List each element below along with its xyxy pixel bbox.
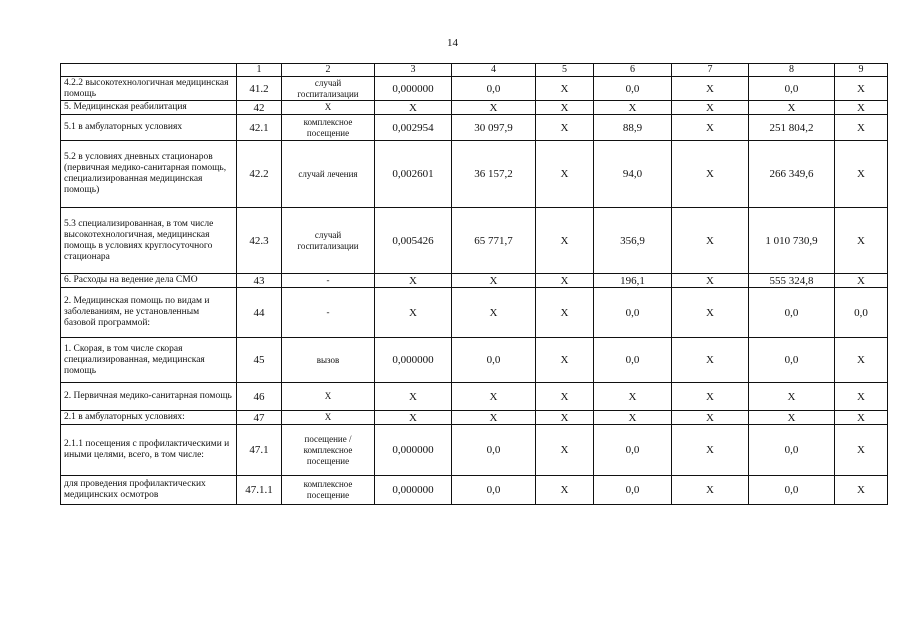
table-cell: Х [536,115,594,141]
table-cell: Х [835,208,888,274]
table-cell: случай лечения [282,141,375,208]
table-cell: 2. Первичная медико-санитарная помощь [61,383,237,411]
table-cell: Х [452,101,536,115]
table-cell: 42.2 [237,141,282,208]
table-cell: случай госпитализации [282,208,375,274]
table-cell: Х [594,383,672,411]
table-cell: 41.2 [237,77,282,101]
table-cell: Х [536,141,594,208]
header-cell: 1 [237,64,282,77]
table-cell: 0,0 [835,288,888,338]
table-cell: Х [672,338,749,383]
table-cell: 43 [237,274,282,288]
table-cell: 0,0 [594,476,672,505]
table-row [61,208,888,274]
table-cell: Х [835,411,888,425]
table-cell: Х [536,101,594,115]
table-cell: Х [536,425,594,476]
table-row [61,274,888,288]
table-cell: 0,0 [594,288,672,338]
table-cell: 0,0 [749,77,835,101]
table-cell: 36 157,2 [452,141,536,208]
page-number: 14 [447,37,458,49]
table-cell: Х [375,411,452,425]
table-cell: 47.1.1 [237,476,282,505]
header-cell [61,64,237,77]
table-cell: Х [375,274,452,288]
table-cell: 5.3 специализированная, в том числе высокотехнологичная, медицинская помощь в условиях круглосуточного стационара [61,208,237,274]
table-cell: комплексное посещение [282,115,375,141]
table-cell: Х [452,411,536,425]
table-cell: Х [536,208,594,274]
header-cell: 3 [375,64,452,77]
table-cell: 0,0 [452,425,536,476]
table-cell: Х [672,208,749,274]
table-cell: 251 804,2 [749,115,835,141]
table-cell: 0,000000 [375,425,452,476]
table-cell: Х [536,274,594,288]
table-cell: 0,0 [594,77,672,101]
table-cell: Х [536,338,594,383]
table-cell: Х [672,425,749,476]
table-cell: 47 [237,411,282,425]
table-cell: 0,000000 [375,77,452,101]
table-cell: Х [672,101,749,115]
table-cell: 0,0 [749,425,835,476]
table-cell: 42 [237,101,282,115]
table-cell: Х [672,274,749,288]
table-cell: 0,002954 [375,115,452,141]
table-cell: 4.2.2 высокотехнологичная медицинская помощь [61,77,237,101]
table-row [61,77,888,101]
table-cell: - [282,288,375,338]
table-cell: Х [835,338,888,383]
header-cell: 2 [282,64,375,77]
table-cell: Х [536,77,594,101]
table-cell: Х [835,383,888,411]
table-cell: комплексное посещение [282,476,375,505]
table-cell: 1. Скорая, в том числе скорая специализированная, медицинская помощь [61,338,237,383]
table-row [61,338,888,383]
table-cell: Х [375,101,452,115]
table-cell: посещение / комплексное посещение [282,425,375,476]
table-cell: 47.1 [237,425,282,476]
table-cell: Х [835,476,888,505]
table-cell: 44 [237,288,282,338]
data-table [60,63,888,505]
table-cell: Х [749,411,835,425]
table-cell: Х [835,141,888,208]
table-cell: Х [282,383,375,411]
table-cell: Х [452,274,536,288]
table-cell: Х [282,101,375,115]
table-cell: 1 010 730,9 [749,208,835,274]
header-cell: 4 [452,64,536,77]
table-cell: 2. Медицинская помощь по видам и заболеваниям, не установленным базовой программой: [61,288,237,338]
table-cell: Х [749,383,835,411]
table-cell: вызов [282,338,375,383]
table-cell: - [282,274,375,288]
table-cell: 5.1 в амбулаторных условиях [61,115,237,141]
table-cell: 88,9 [594,115,672,141]
table-row [61,115,888,141]
table-cell: 42.1 [237,115,282,141]
table-cell: 0,0 [594,338,672,383]
table-cell: Х [536,288,594,338]
table-cell: Х [672,383,749,411]
table-cell: 0,0 [452,77,536,101]
table-cell: Х [672,288,749,338]
table-cell: Х [452,383,536,411]
table-cell: 0,0 [452,338,536,383]
table-cell: 42.3 [237,208,282,274]
table-cell: Х [672,115,749,141]
table-cell: Х [282,411,375,425]
table-cell: 555 324,8 [749,274,835,288]
table-cell: 0,0 [749,288,835,338]
table-cell: Х [672,141,749,208]
table-cell: Х [375,383,452,411]
table-cell: Х [536,411,594,425]
header-cell: 6 [594,64,672,77]
header-cell: 7 [672,64,749,77]
table-cell: 5.2 в условиях дневных стационаров (первичная медико-санитарная помощь, специализированная медицинская помощь) [61,141,237,208]
table-cell: 0,000000 [375,338,452,383]
table-cell: Х [835,77,888,101]
table-cell: 2.1.1 посещения с профилактическими и иными целями, всего, в том числе: [61,425,237,476]
table-cell: Х [672,77,749,101]
table-cell: Х [452,288,536,338]
table-cell: Х [594,101,672,115]
table-row [61,476,888,505]
table-cell: Х [536,383,594,411]
table-row [61,411,888,425]
table-row [61,141,888,208]
table-cell: 0,0 [594,425,672,476]
table-row [61,383,888,411]
table-row [61,425,888,476]
table-cell: 0,005426 [375,208,452,274]
table-cell: Х [835,115,888,141]
table-cell: 0,0 [749,338,835,383]
table-row [61,101,888,115]
table-cell: Х [672,411,749,425]
table-cell: 65 771,7 [452,208,536,274]
table-cell: 46 [237,383,282,411]
table-cell: 94,0 [594,141,672,208]
table-cell: Х [375,288,452,338]
table-cell: 0,0 [452,476,536,505]
table-cell: 5. Медицинская реабилитация [61,101,237,115]
table-cell: 0,0 [749,476,835,505]
table-row [61,288,888,338]
table-cell: 196,1 [594,274,672,288]
table-cell: Х [835,274,888,288]
table-cell: для проведения профилактических медицинских осмотров [61,476,237,505]
header-cell: 9 [835,64,888,77]
table-cell: 45 [237,338,282,383]
table-cell: случай госпитализации [282,77,375,101]
table-cell: 6. Расходы на ведение дела СМО [61,274,237,288]
table-cell: 0,000000 [375,476,452,505]
table-cell: Х [835,425,888,476]
header-cell: 5 [536,64,594,77]
table-cell: Х [749,101,835,115]
table-cell: 0,002601 [375,141,452,208]
table-cell: 356,9 [594,208,672,274]
table-cell: Х [835,101,888,115]
table-cell: 30 097,9 [452,115,536,141]
table-cell: Х [536,476,594,505]
table-cell: 2.1 в амбулаторных условиях: [61,411,237,425]
header-cell: 8 [749,64,835,77]
table-cell: Х [594,411,672,425]
table-cell: Х [672,476,749,505]
table-header-row [61,64,888,77]
table-cell: 266 349,6 [749,141,835,208]
